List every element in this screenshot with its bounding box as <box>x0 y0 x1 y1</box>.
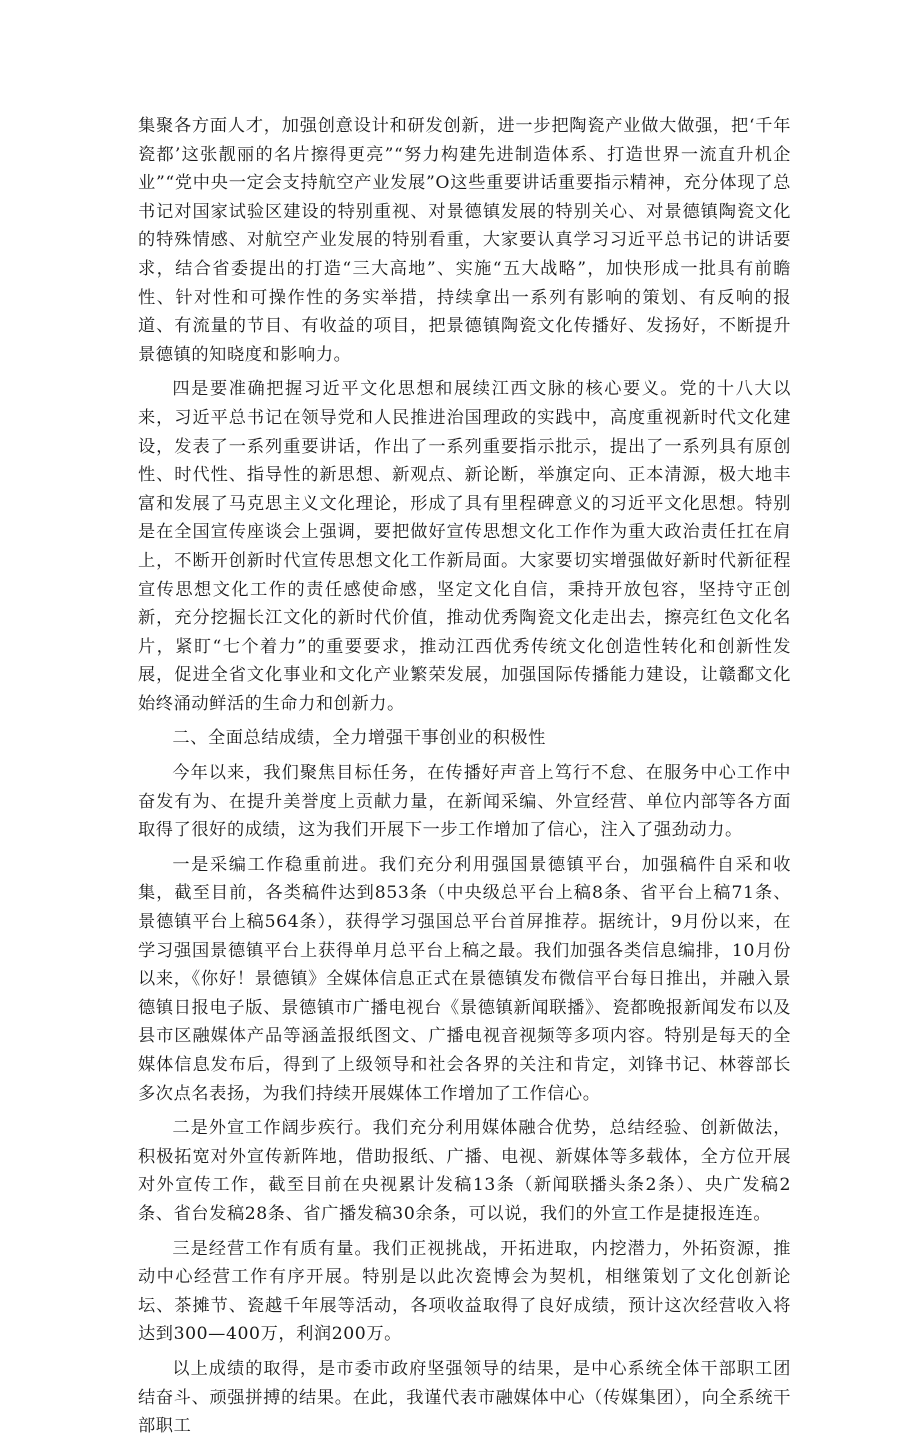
paragraph-business-operations: 三是经营工作有质有量。我们正视挑战，开拓进取，内挖潜力，外拓资源，推动中心经营工作有序开展。特别是以此次瓷博会为契机，相继策划了文化创新论坛、茶摊节、瓷越千年展等活动，各项收益取得了良好成绩，预计这次经营收入将达到300—400万，利润200万。 <box>138 1238 791 1345</box>
document-page <box>138 112 791 1447</box>
paragraph-editorial-work: 一是采编工作稳重前进。我们充分利用强国景德镇平台，加强稿件自采和收集，截至目前，各类稿件达到853条（中央级总平台上稿8条、省平台上稿71条、景德镇平台上稿564条），获得学习强国总平台首屏推荐。据统计，9月份以来，在学习强国景德镇平台上获得单月总平台上稿之最。我们加强各类信息编排，10月份以来，《你好！景德镇》全媒体信息正式在景德镇发布微信平台每日推出，并融入景德镇日报电子版、景德镇市广播电视台《景德镇新闻联播》、瓷都晚报新闻发布以及县市区融媒体产品等涵盖报纸图文、广播电视音视频等多项内容。特别是每天的全媒体信息发布后，得到了上级领导和社会各界的关注和肯定，刘锋书记、林蓉部长多次点名表扬，为我们持续开展媒体工作增加了工作信心。 <box>138 854 791 1104</box>
paragraph-acknowledgement: 以上成绩的取得，是市委市政府坚强领导的结果，是中心系统全体干部职工团结奋斗、顽强拼搏的结果。在此，我谨代表市融媒体中心（传媒集团），向全系统干部职工 <box>138 1358 791 1437</box>
paragraph-continuation: 集聚各方面人才，加强创意设计和研发创新，进一步把陶瓷产业做大做强，把‘千年瓷都’这张靓丽的名片擦得更亮”“努力构建先进制造体系、打造世界一流直升机企业”“党中央一定会支持航空产业发展”O这些重要讲话重要指示精神，充分体现了总书记对国家试验区建设的特别重视、对景德镇发展的特别关心、对景德镇陶瓷文化的特殊情感、对航空产业发展的特别看重，大家要认真学习习近平总书记的讲话要求，结合省委提出的打造“三大高地”、实施“五大战略”，加快形成一批具有前瞻性、针对性和可操作性的务实举措，持续拿出一系列有影响的策划、有反响的报道、有流量的节目、有收益的项目，把景德镇陶瓷文化传播好、发扬好，不断提升景德镇的知晓度和影响力。 <box>138 116 791 365</box>
paragraph-point-four: 四是要准确把握习近平文化思想和展续江西文脉的核心要义。党的十八大以来，习近平总书记在领导党和人民推进治国理政的实践中，高度重视新时代文化建设，发表了一系列重要讲话，作出了一系列重要指示批示，提出了一系列具有原创性、时代性、指导性的新思想、新观点、新论断，举旗定向、正本清源，极大地丰富和发展了马克思主义文化理论，形成了具有里程碑意义的习近平文化思想。特别是在全国宣传座谈会上强调，要把做好宣传思想文化工作作为重大政治责任扛在肩上，不断开创新时代宣传思想文化工作新局面。大家要切实增强做好新时代新征程宣传思想文化工作的责任感使命感，坚定文化自信，秉持开放包容，坚持守正创新，充分挖掘长江文化的新时代价值，推动优秀陶瓷文化走出去，擦亮红色文化名片，紧盯“七个着力”的重要要求，推动江西优秀传统文化创造性转化和创新性发展，促进全省文化事业和文化产业繁荣发展，加强国际传播能力建设，让赣鄱文化始终涌动鲜活的生命力和创新力。 <box>138 379 791 714</box>
paragraph-summary-intro: 今年以来，我们聚焦目标任务，在传播好声音上笃行不怠、在服务中心工作中奋发有为、在提升美誉度上贡献力量，在新闻采编、外宣经营、单位内部等各方面取得了很好的成绩，这为我们开展下一步工作增加了信心，注入了强劲动力。 <box>138 763 791 841</box>
section-heading-two: 二、全面总结成绩，全力增强干事创业的积极性 <box>172 728 546 749</box>
paragraph-external-publicity: 二是外宣工作阔步疾行。我们充分利用媒体融合优势，总结经验、创新做法，积极拓宽对外宣传新阵地，借助报纸、广播、电视、新媒体等多载体，全方位开展对外宣传工作，截至目前在央视累计发稿13条（新闻联播头条2条）、央广发稿2条、省台发稿28条、省广播发稿30余条，可以说，我们的外宣工作是捷报连连。 <box>138 1118 791 1224</box>
